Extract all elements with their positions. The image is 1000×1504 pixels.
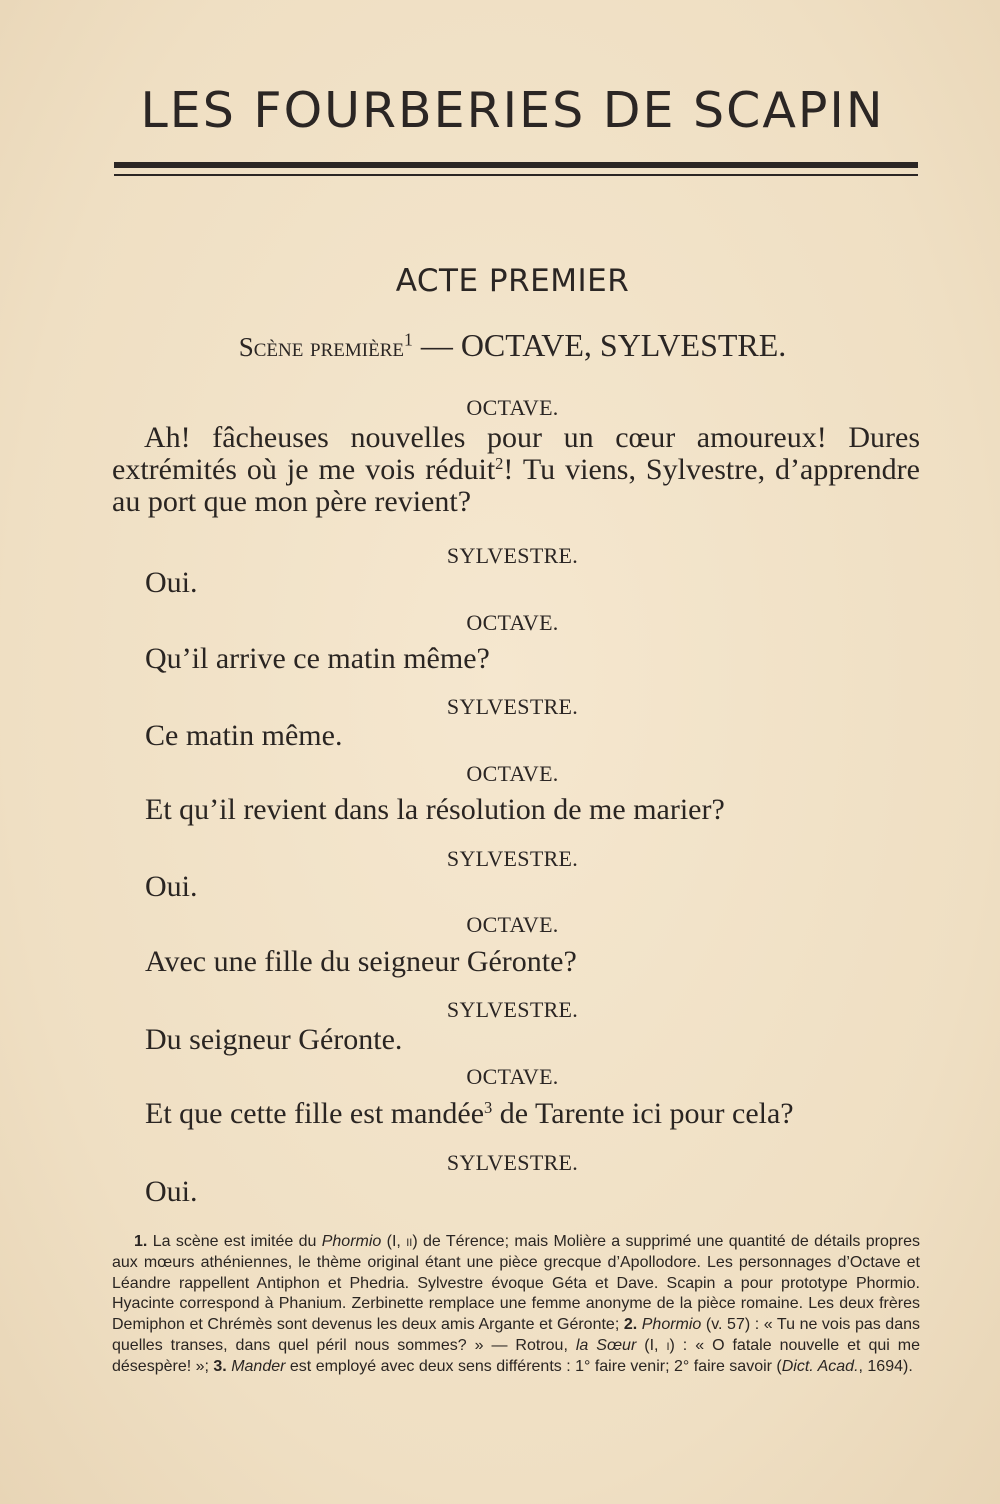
footnote-text: i xyxy=(666,1336,670,1354)
dialogue-line: Qu’il arrive ce matin même? xyxy=(145,642,490,675)
footnote-number: 3. xyxy=(213,1357,227,1375)
speaker-name: SYLVESTRE. xyxy=(446,543,579,568)
footnote-text: est employé avec deux sens différents : 1° faire venir; 2° faire savoir ( xyxy=(285,1357,782,1375)
speaker-name: OCTAVE. xyxy=(466,761,559,786)
scene-characters: OCTAVE, SYLVESTRE. xyxy=(460,327,787,363)
speaker-name: OCTAVE. xyxy=(466,1064,559,1089)
footnote-ref-1: 1 xyxy=(404,329,413,350)
dialogue-line xyxy=(145,1097,920,1131)
speaker-name: OCTAVE. xyxy=(466,610,559,635)
act-heading: ACTE PREMIER xyxy=(395,263,630,299)
dialogue-line: Et qu’il revient dans la résolution de me marier? xyxy=(145,793,725,826)
footnote-text: ii xyxy=(406,1233,413,1250)
dialogue-line: Ce matin même. xyxy=(145,719,343,752)
title-rule-thick xyxy=(114,162,918,168)
line-text: de Tarente ici pour cela? xyxy=(492,1097,794,1130)
line-text: Et que cette fille est mandée xyxy=(145,1097,485,1130)
footnote-number: 2. xyxy=(623,1316,638,1334)
footnotes xyxy=(112,1232,920,1378)
work-title: Phormio xyxy=(641,1316,702,1334)
scene-separator: — xyxy=(420,327,453,363)
footnote-text: , 1694). xyxy=(858,1357,913,1375)
scene-heading xyxy=(110,327,915,364)
work-title: Mander xyxy=(231,1357,286,1375)
title-rule-thin xyxy=(114,174,918,176)
dialogue-line: Avec une fille du seigneur Géronte? xyxy=(145,945,577,978)
footnote-text: ) de Térence; mais Molière a supprimé une quantité de détails propres aux mœurs athéniennes, le thème original étant une pièce grecque d’Apollodore. Les personnages d’Octave et Léandre rappellent Antiphon et Phedria. Sylvestre évoque Géta et Dave. Scapin a pour prototype Phormio. Hyacinte correspond à Phanium. Zerbinette remplace une femme anonyme de la pièce romaine. Les deux frères Demiphon et Chrémès sont devenus les deux amis Argante et Géronte; xyxy=(112,1233,921,1334)
dialogue-line: Oui. xyxy=(145,566,198,599)
book-title: LES FOURBERIES DE SCAPIN xyxy=(140,82,885,139)
speaker-name: OCTAVE. xyxy=(466,912,559,937)
dialogue-line: Oui. xyxy=(145,870,198,903)
footnote-text: La scène est imitée du xyxy=(147,1233,322,1250)
footnote-text: (I, xyxy=(381,1233,407,1250)
speaker-name: OCTAVE. xyxy=(466,395,559,420)
dialogue-line: Du seigneur Géronte. xyxy=(145,1023,403,1056)
footnote-text: (I, xyxy=(636,1336,667,1354)
opening-speech xyxy=(112,422,920,518)
scene-label: Scène première xyxy=(238,332,405,362)
footnote-text: (v. 57) : « Tu ne vois pas dans quelles transes, dans quel péril nous sommes? » — Rotrou, xyxy=(112,1316,921,1354)
footnote-ref-3: 3 xyxy=(484,1098,493,1118)
speech-text: Ah! fâcheuses nouvelles pour un cœur amoureux! Dures extrémités où je me vois réduit xyxy=(112,421,920,486)
work-title: Dict. Acad. xyxy=(781,1357,859,1375)
work-title: Phormio xyxy=(321,1233,382,1250)
speaker-name: SYLVESTRE. xyxy=(446,997,579,1022)
speaker-name: SYLVESTRE. xyxy=(446,694,579,719)
footnote-number: 1. xyxy=(134,1233,148,1250)
footnote-ref-2: 2 xyxy=(495,454,504,474)
speech-text: ! Tu viens, Sylvestre, d’apprendre au port que mon père revient? xyxy=(112,453,920,518)
footnote-text: ) : « O fatale nouvelle et qui me désespère! »; xyxy=(112,1336,920,1375)
speaker-name: SYLVESTRE. xyxy=(446,846,579,871)
speaker-name: SYLVESTRE. xyxy=(446,1150,579,1175)
dialogue-line: Oui. xyxy=(145,1175,198,1208)
work-title: la Sœur xyxy=(575,1336,637,1354)
